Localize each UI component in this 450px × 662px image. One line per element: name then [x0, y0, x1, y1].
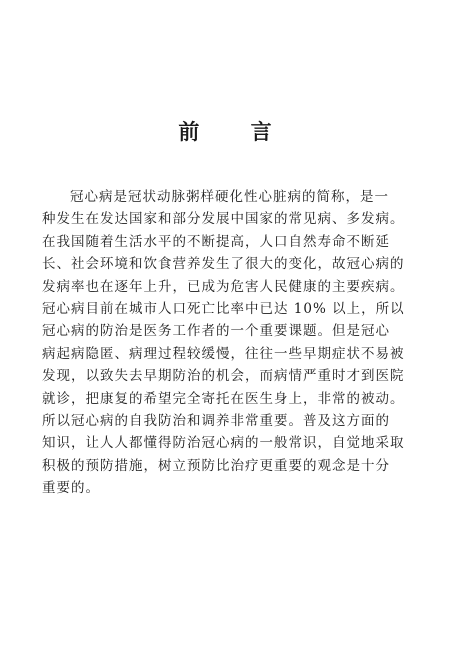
text-line: 冠心病是冠状动脉粥样硬化性心脏病的简称，是一 [70, 189, 389, 205]
text-line: 重要的。 [42, 480, 100, 497]
text-line: 冠心病的防治是医务工作者的一个重要课题。但是冠心 [42, 323, 390, 340]
text-line: 在我国随着生活水平的不断提高，人口自然寿命不断延 [42, 233, 390, 250]
text-line: 所以冠心病的自我防治和调养非常重要。普及这方面的 [42, 412, 390, 429]
text-line: 冠心病目前在城市人口死亡比率中已达 10% 以上，所以 [42, 300, 405, 317]
text-line: 就诊，把康复的希望完全寄托在医生身上，非常的被动。 [42, 390, 405, 407]
text-line: 知识，让人人都懂得防治冠心病的一般常识，自觉地采取 [42, 435, 405, 452]
text-line: 积极的预防措施，树立预防比治疗更重要的观念是十分 [42, 457, 390, 474]
text-line: 发现，以致失去早期防治的机会，而病情严重时才到医院 [42, 368, 405, 385]
page-title: 前 言 [178, 119, 294, 144]
text-line: 种发生在发达国家和部分发展中国家的常见病、多发病。 [42, 211, 405, 228]
text-line: 病起病隐匿、病理过程较缓慢，往往一些早期症状不易被 [42, 345, 405, 362]
text-line: 发病率也在逐年上升，已成为危害人民健康的主要疾病。 [42, 278, 405, 295]
preface-paragraph [42, 186, 418, 499]
text-line: 长、社会环境和饮食营养发生了很大的变化，故冠心病的 [42, 256, 405, 273]
